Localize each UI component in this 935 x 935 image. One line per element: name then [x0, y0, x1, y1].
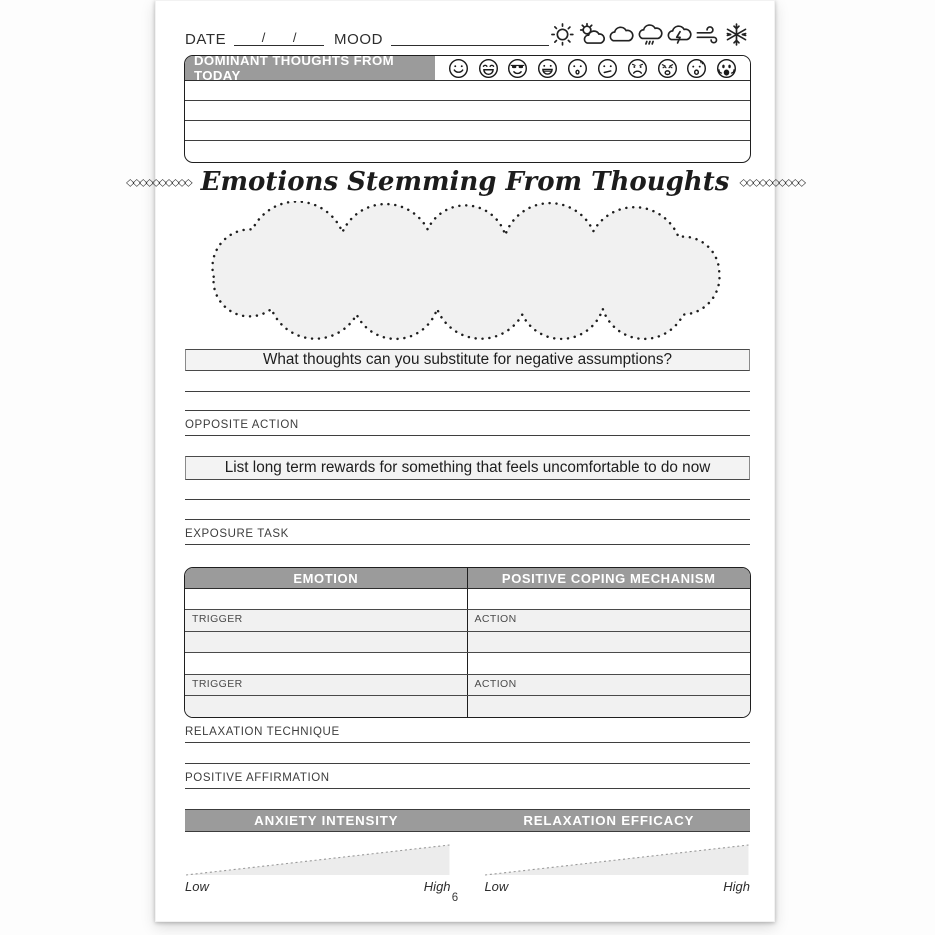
trigger-label-cell: TRIGGER: [185, 610, 468, 631]
distressed-face-icon: [657, 58, 678, 79]
windy-icon: [694, 21, 721, 48]
coping-entry-cell: [468, 589, 751, 610]
emotions-section-heading: [126, 167, 804, 197]
action-label-cell: ACTION: [474, 677, 517, 690]
weather-icon-row: [549, 21, 750, 48]
page-number: 6: [451, 892, 459, 904]
table-row: [185, 696, 750, 717]
low-label: Low: [185, 879, 209, 894]
emotion-entry-cell: [185, 589, 468, 610]
opposite-action-field: OPPOSITE ACTION: [185, 419, 750, 436]
confused-face-icon: [597, 58, 618, 79]
partly-cloudy-icon: [578, 21, 605, 48]
emotion-column-header: EMOTION: [185, 568, 468, 588]
worried-face-icon: [567, 58, 588, 79]
date-mood-row: [185, 20, 750, 48]
diamond-chain-right: ◇◇◇◇◇◇◇◇◇◇: [739, 177, 804, 188]
date-slash-1: /: [261, 30, 266, 45]
scales-title-bar: [185, 809, 750, 832]
mood-input-line: [391, 30, 549, 46]
action-entry-cell: [468, 632, 751, 652]
relaxation-efficacy-scale: [484, 841, 750, 897]
cloud-shape: [183, 201, 748, 343]
low-label: Low: [484, 879, 509, 894]
cool-sunglasses-face-icon: [507, 58, 528, 79]
table-row: [185, 675, 750, 697]
dominant-thoughts-title: DOMINANT THOUGHTS FROM TODAY: [185, 56, 435, 80]
relaxation-technique-field: RELAXATION TECHNIQUE: [185, 726, 750, 743]
coping-table: [184, 567, 751, 718]
stormy-icon: [665, 21, 692, 48]
intensity-ramp-triangle: [185, 841, 451, 877]
diamond-chain-left: ◇◇◇◇◇◇◇◇◇◇: [126, 177, 191, 188]
snowy-icon: [723, 21, 750, 48]
big-grin-face-icon: [537, 58, 558, 79]
dominant-thoughts-box: [184, 55, 751, 163]
trigger-label-cell: TRIGGER: [185, 675, 468, 696]
coping-mechanism-column-header: POSITIVE COPING MECHANISM: [501, 571, 716, 586]
relaxation-efficacy-title: RELAXATION EFFICACY: [523, 813, 695, 828]
writing-line: [185, 391, 750, 392]
date-label: DATE: [185, 31, 227, 48]
table-row: [185, 589, 750, 611]
writing-line: [185, 763, 750, 764]
table-row: [185, 632, 750, 653]
emotions-thought-cloud: [183, 201, 748, 348]
thoughts-writing-line: [185, 121, 750, 141]
positive-affirmation-field: POSITIVE AFFIRMATION: [185, 772, 750, 789]
grinning-face-icon: [478, 58, 499, 79]
thoughts-writing-line: [185, 141, 750, 161]
anxiety-intensity-title: ANXIETY INTENSITY: [254, 813, 399, 828]
thoughts-writing-line: [185, 101, 750, 121]
emotion-entry-cell: [185, 653, 468, 674]
anxious-face-icon: [686, 58, 707, 79]
screaming-face-icon: [716, 58, 737, 79]
journal-page: [126, 0, 804, 922]
coping-table-header-row: [185, 568, 750, 589]
rainy-icon: [636, 21, 663, 48]
writing-line: [185, 410, 750, 411]
coping-entry-cell: [468, 653, 751, 674]
efficacy-ramp-triangle: [484, 841, 750, 877]
dominant-thoughts-header: [185, 56, 750, 81]
trigger-entry-cell: [185, 696, 468, 717]
sunny-icon: [549, 21, 576, 48]
anxiety-intensity-scale: [185, 841, 451, 897]
writing-line: [185, 519, 750, 520]
table-row: [185, 653, 750, 675]
writing-line: [185, 499, 750, 500]
substitute-question-bar: What thoughts can you substitute for negative assumptions?: [185, 349, 750, 371]
exposure-task-field: EXPOSURE TASK: [185, 528, 750, 545]
trigger-entry-cell: [185, 632, 468, 652]
action-entry-cell: [468, 696, 751, 717]
mood-label: MOOD: [333, 31, 384, 48]
action-label-cell: ACTION: [474, 613, 517, 626]
high-label: High: [423, 879, 451, 894]
date-slash-2: /: [292, 30, 297, 45]
thoughts-writing-line: [185, 81, 750, 101]
cloudy-icon: [607, 21, 634, 48]
sad-face-icon: [627, 58, 648, 79]
smiling-face-icon: [448, 58, 469, 79]
long-term-rewards-bar: List long term rewards for something that feels uncomfortable to do now: [185, 456, 750, 480]
table-row: [185, 610, 750, 632]
high-label: High: [723, 879, 750, 894]
emotions-heading-text: Emotions Stemming From Thoughts: [200, 167, 730, 197]
scales-row: [185, 841, 750, 897]
date-input-line: [234, 30, 324, 46]
mood-emoji-row: [435, 56, 750, 80]
